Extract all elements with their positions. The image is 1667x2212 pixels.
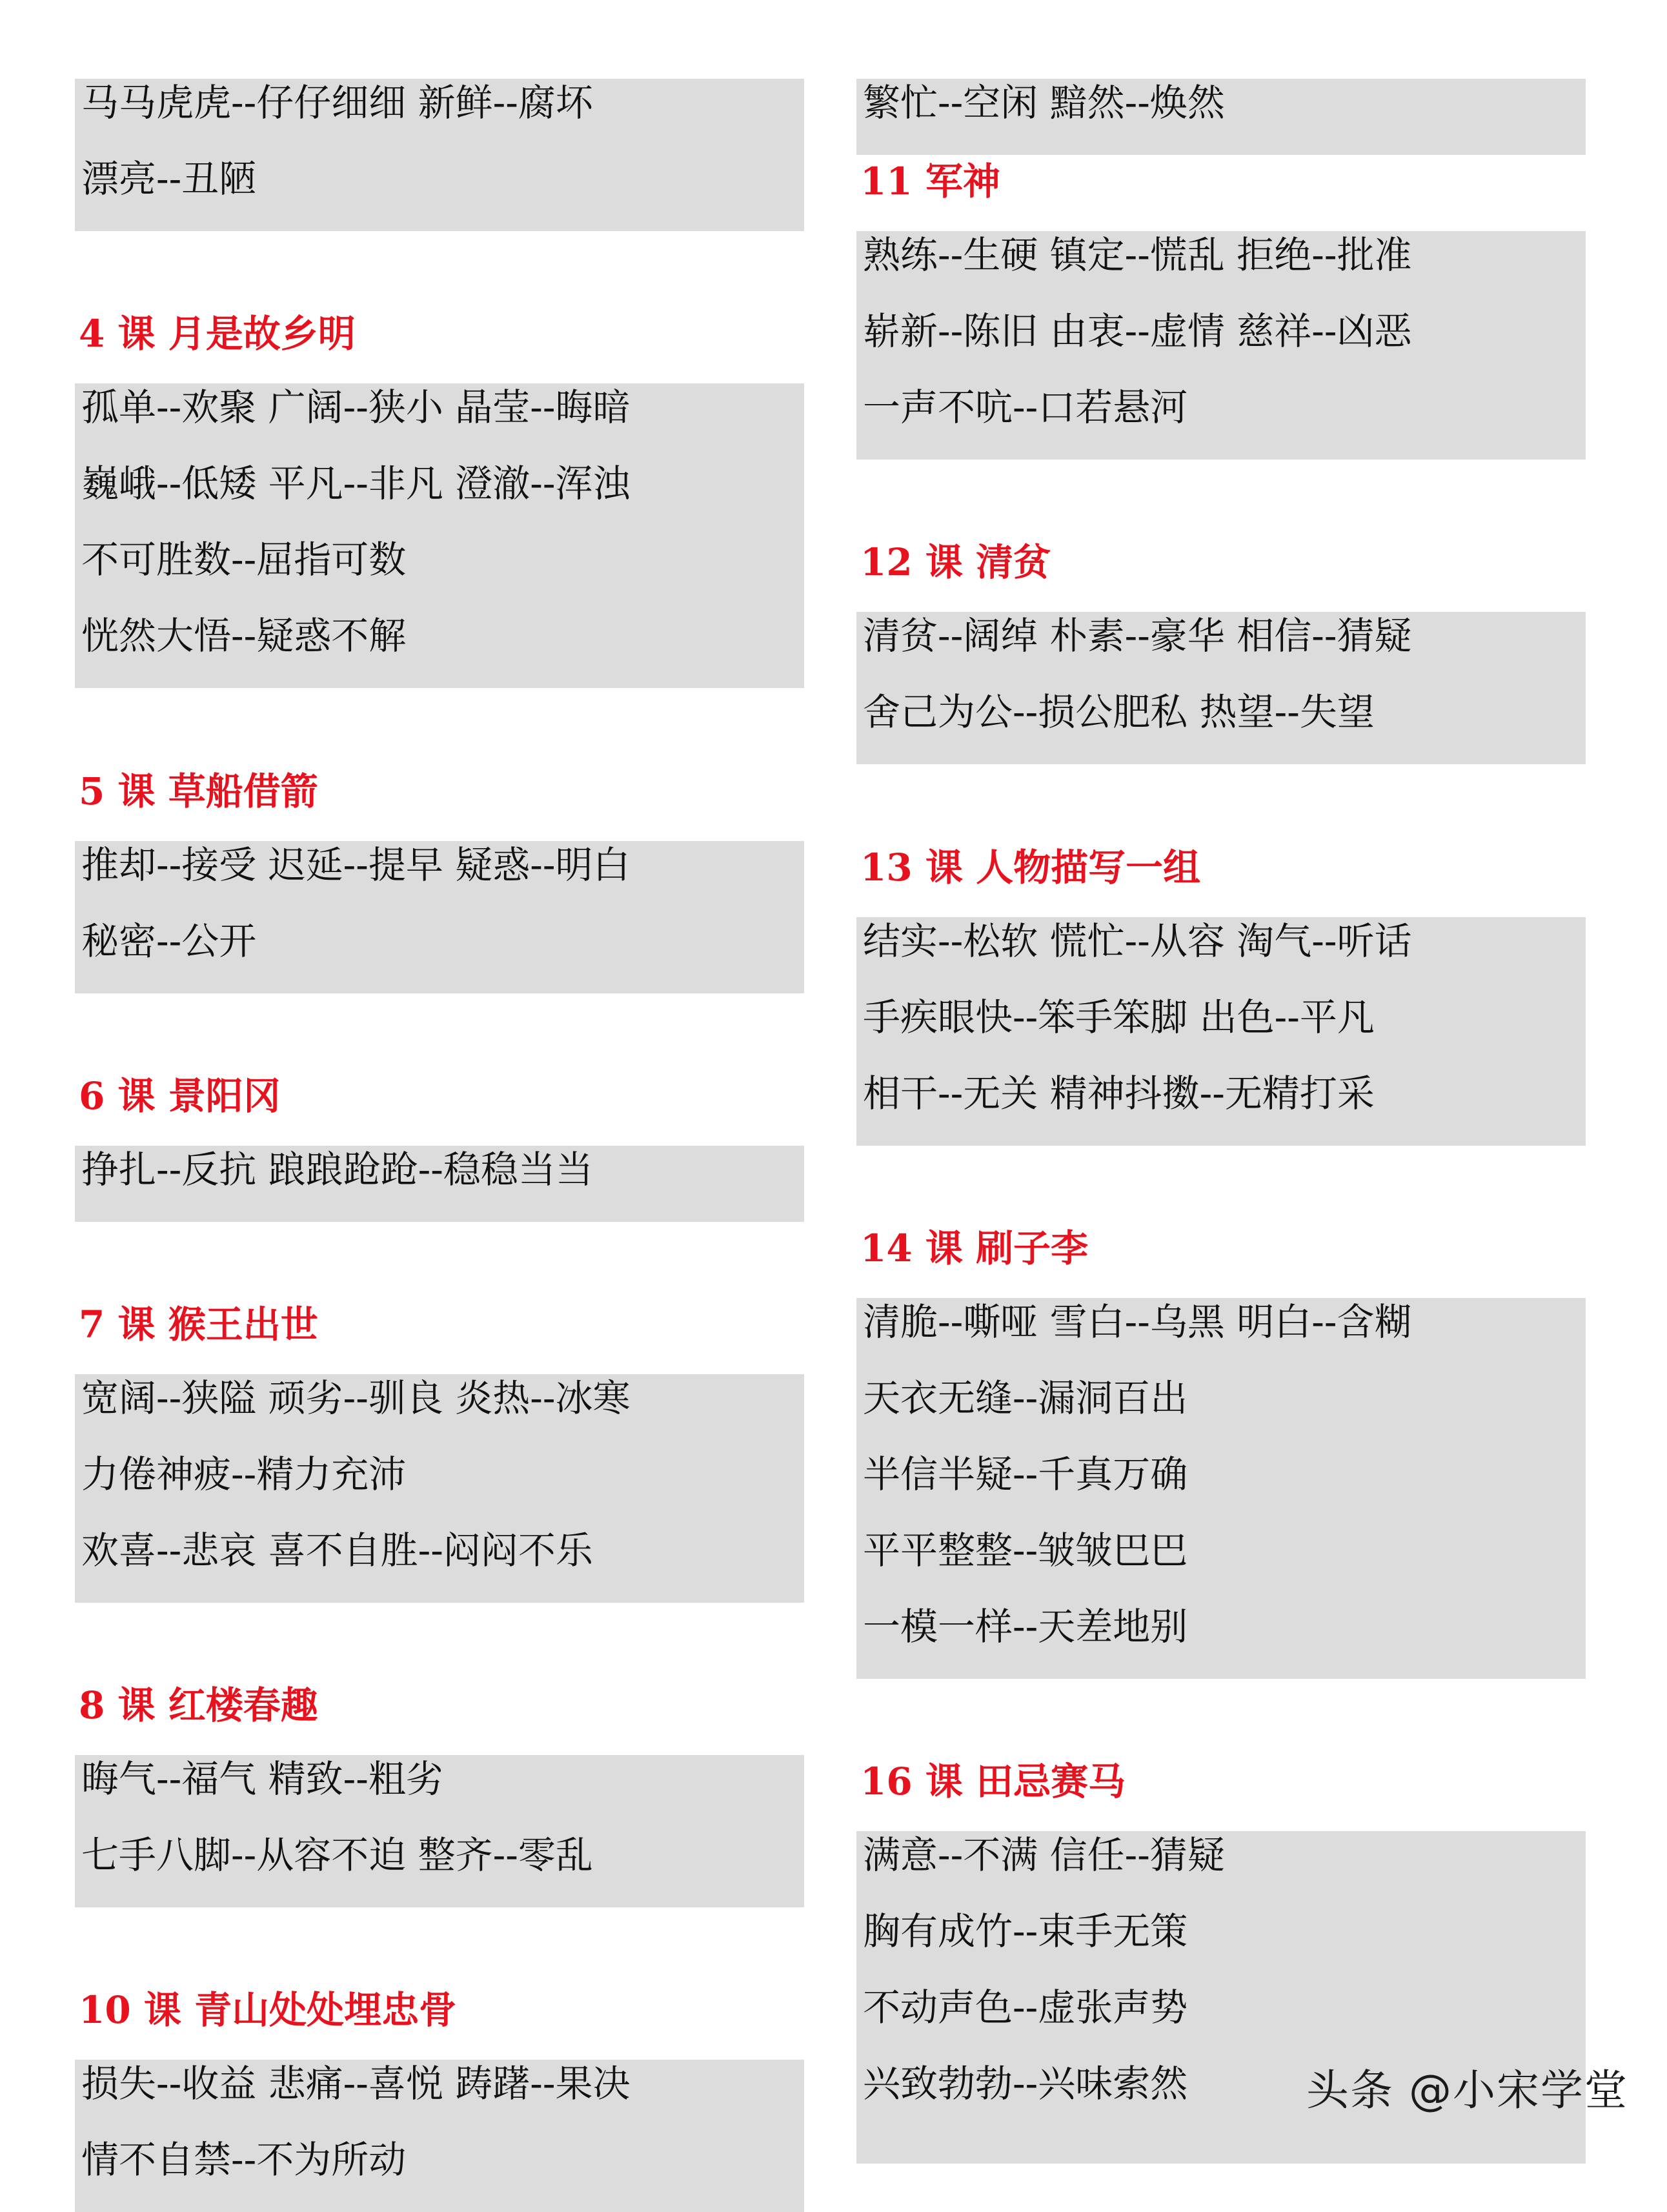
antonym-line: 兴致勃勃--兴味索然 <box>863 2062 1188 2105</box>
antonym-line: 宽阔--狭隘 顽劣--驯良 炎热--冰寒 <box>81 1376 631 1420</box>
antonym-box <box>856 1298 1586 1679</box>
antonym-line: 清脆--嘶哑 雪白--乌黑 明白--含糊 <box>863 1300 1412 1344</box>
antonym-line: 满意--不满 信任--猜疑 <box>863 1833 1225 1877</box>
antonym-line: 一声不吭--口若悬河 <box>863 385 1188 429</box>
antonym-line: 力倦神疲--精力充沛 <box>81 1452 407 1496</box>
antonym-line: 漂亮--丑陋 <box>81 157 257 201</box>
antonym-line: 孤单--欢聚 广阔--狭小 晶莹--晦暗 <box>81 385 631 429</box>
watermark-text: 头条 @小宋学堂 <box>1306 2065 1628 2115</box>
lesson-heading: 11 军神 <box>860 159 1000 203</box>
antonym-box-continued <box>856 79 1586 155</box>
antonym-line: 秘密--公开 <box>81 919 257 963</box>
antonym-box <box>856 917 1586 1146</box>
antonym-line: 清贫--阔绰 朴素--豪华 相信--猜疑 <box>863 614 1412 658</box>
antonym-box <box>75 1374 804 1603</box>
antonym-box <box>75 841 804 993</box>
antonym-box <box>856 231 1586 460</box>
antonym-line: 繁忙--空闲 黯然--焕然 <box>863 81 1225 125</box>
antonym-line: 崭新--陈旧 由衷--虚情 慈祥--凶恶 <box>863 309 1412 353</box>
antonym-line: 不动声色--虚张声势 <box>863 1985 1188 2029</box>
antonym-box <box>75 383 804 688</box>
antonym-line: 七手八脚--从容不迫 整齐--零乱 <box>81 1833 593 1877</box>
antonym-line: 相干--无关 精神抖擞--无精打采 <box>863 1071 1375 1115</box>
lesson-heading: 4 课 月是故乡明 <box>79 312 356 356</box>
antonym-line: 一模一样--天差地别 <box>863 1605 1188 1649</box>
lesson-heading: 8 课 红楼春趣 <box>79 1683 318 1727</box>
antonym-line: 舍己为公--损公肥私 热望--失望 <box>863 690 1375 734</box>
lesson-heading: 5 课 草船借箭 <box>79 769 318 813</box>
antonym-box <box>856 612 1586 764</box>
antonym-line: 手疾眼快--笨手笨脚 出色--平凡 <box>863 995 1375 1039</box>
antonym-line: 情不自禁--不为所动 <box>81 2138 407 2182</box>
antonym-line: 不可胜数--屈指可数 <box>81 538 407 582</box>
antonym-line: 半信半疑--千真万确 <box>863 1452 1188 1496</box>
antonym-line: 恍然大悟--疑惑不解 <box>81 614 407 658</box>
antonym-line: 推却--接受 迟延--提早 疑惑--明白 <box>81 843 631 887</box>
antonym-line: 胸有成竹--束手无策 <box>863 1909 1188 1953</box>
lesson-heading: 7 课 猴王出世 <box>79 1303 318 1346</box>
antonym-box <box>75 1755 804 1907</box>
lesson-heading: 16 课 田忌赛马 <box>860 1760 1126 1803</box>
antonym-line: 马马虎虎--仔仔细细 新鲜--腐坏 <box>81 81 593 125</box>
antonym-box-continued <box>75 79 804 231</box>
antonym-line: 平平整整--皱皱巴巴 <box>863 1528 1188 1572</box>
antonym-line: 晦气--福气 精致--粗劣 <box>81 1757 443 1801</box>
antonym-line: 巍峨--低矮 平凡--非凡 澄澈--浑浊 <box>81 462 631 505</box>
antonym-line: 天衣无缝--漏洞百出 <box>863 1376 1188 1420</box>
antonym-line: 熟练--生硬 镇定--慌乱 拒绝--批准 <box>863 233 1412 277</box>
lesson-heading: 10 课 青山处处埋忠骨 <box>79 1988 457 2032</box>
lesson-heading: 6 课 景阳冈 <box>79 1074 281 1118</box>
lesson-heading: 12 课 清贫 <box>860 540 1051 584</box>
antonym-line: 结实--松软 慌忙--从容 淘气--听话 <box>863 919 1412 963</box>
antonym-line: 欢喜--悲哀 喜不自胜--闷闷不乐 <box>81 1528 593 1572</box>
antonym-line: 挣扎--反抗 踉踉跄跄--稳稳当当 <box>81 1148 593 1192</box>
antonym-box <box>75 1146 804 1222</box>
lesson-heading: 14 课 刷子李 <box>860 1226 1089 1270</box>
lesson-heading: 13 课 人物描写一组 <box>860 846 1201 889</box>
antonym-line: 损失--收益 悲痛--喜悦 踌躇--果决 <box>81 2062 631 2105</box>
antonym-box <box>75 2060 804 2212</box>
